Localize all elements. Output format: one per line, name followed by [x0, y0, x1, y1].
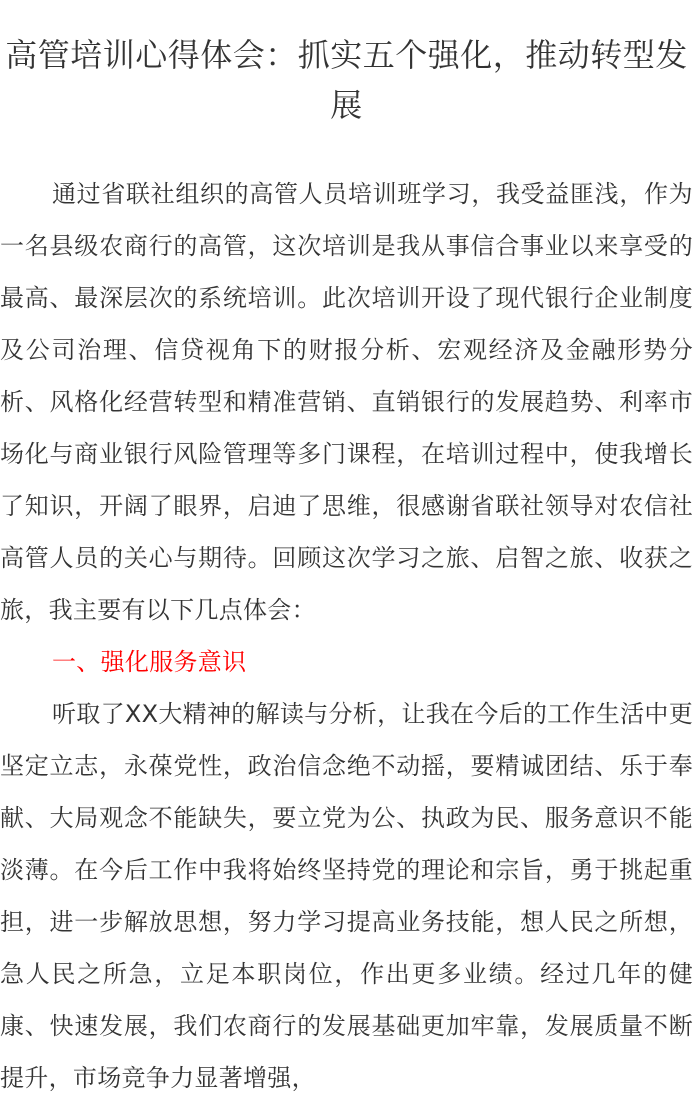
- section-paragraph: 听取了XX大精神的解读与分析，让我在今后的工作生活中更坚定立志，永葆党性，政治信念绝不动摇，要精诚团结、乐于奉献、大局观念不能缺失，要立党为公、执政为民、服务意识不能淡薄。在今后工作中我将始终坚持党的理论和宗旨，勇于挑起重担，进一步解放思想，努力学习提高业务技能，想人民之所想，急人民之所急，立足本职岗位，作出更多业绩。经过几年的健康、快速发展，我们农商行的发展基础更加牢靠，发展质量不断提升，市场竞争力显著增强，: [0, 700, 693, 1092]
- intro-paragraph: 通过省联社组织的高管人员培训班学习，我受益匪浅，作为一名县级农商行的高管，这次培训是我从事信合事业以来享受的最高、最深层次的系统培训。此次培训开设了现代银行企业制度及公司治理、信贷视角下的财报分析、宏观经济及金融形势分析、风格化经营转型和精准营销、直销银行的发展趋势、利率市场化与商业银行风险管理等多门课程，在培训过程中，使我增长了知识，开阔了眼界，启迪了思维，很感谢省联社领导对农信社高管人员的关心与期待。回顾这次学习之旅、启智之旅、收获之旅，我主要有以下几点体会：: [0, 180, 693, 624]
- document-title: 高管培训心得体会：抓实五个强化，推动转型发展: [5, 36, 688, 124]
- document-body: [0, 130, 693, 1097]
- section-heading: 一、强化服务意识: [52, 648, 247, 676]
